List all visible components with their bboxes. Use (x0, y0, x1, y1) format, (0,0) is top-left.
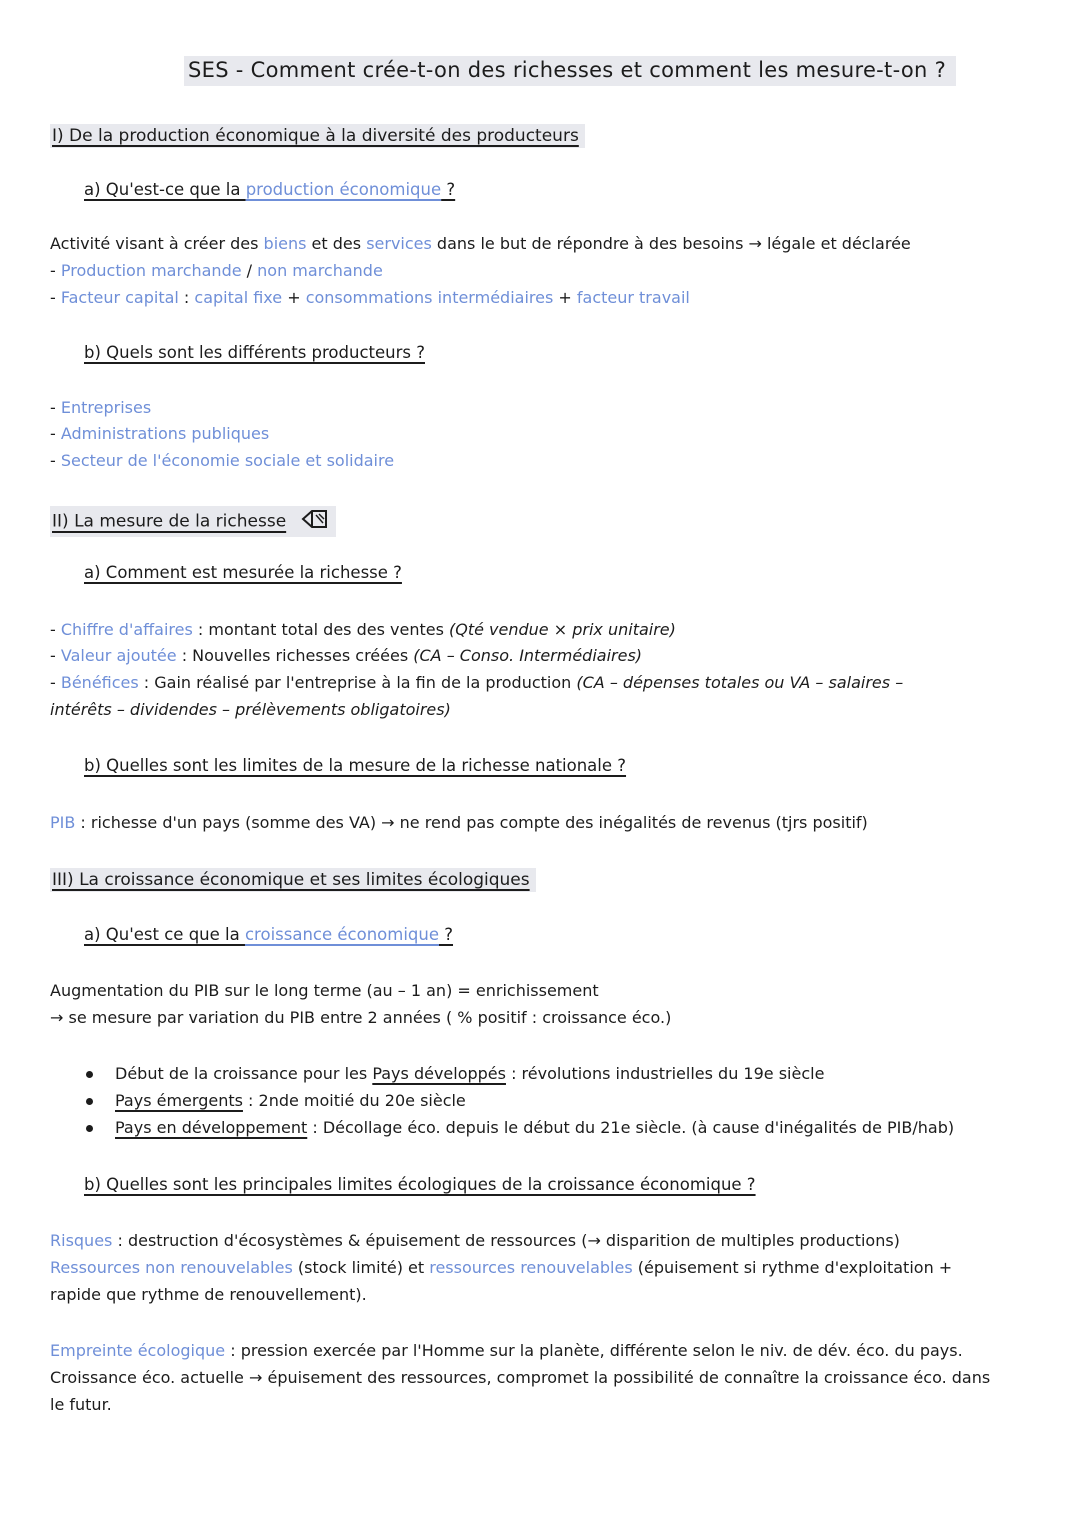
list-item (50, 261, 383, 280)
formula: (CA – Conso. Intermédiaires) (413, 646, 643, 665)
growth-definition: Augmentation du PIB sur le long terme (au – 1 an) = enrichissement (50, 981, 599, 1000)
keyword: Production marchande (60, 261, 242, 280)
dash: - (50, 288, 61, 307)
text: : montant total des des ventes (192, 620, 450, 639)
dash: - (50, 398, 61, 417)
dash: - (50, 620, 61, 639)
bullet-icon (86, 1098, 93, 1105)
keyword: Bénéfices (60, 673, 139, 692)
text: : Gain réalisé par l'entreprise à la fin de la production (138, 673, 577, 692)
text: / (241, 261, 258, 280)
dash: - (50, 451, 61, 470)
text: : destruction d'écosystèmes & épuisement de ressources (→ disparition de multiples productions) (112, 1231, 900, 1250)
text: + (282, 288, 306, 307)
keyword: consommations intermédiaires (305, 288, 554, 307)
section-3-heading: III) La croissance économique et ses limites écologiques (50, 868, 536, 892)
text: : 2nde moitié du 20e siècle (242, 1091, 466, 1110)
keyword: services (366, 234, 432, 253)
text: : (178, 288, 195, 307)
keyword: Secteur de l'économie sociale et solidaire (60, 451, 395, 470)
keyword: ressources renouvelables (429, 1258, 633, 1277)
keyword: Chiffre d'affaires (60, 620, 193, 639)
heading-text: II) La mesure de la richesse (52, 511, 287, 532)
section-2a-question: a) Comment est mesurée la richesse ? (84, 563, 402, 582)
keyword: Entreprises (60, 398, 152, 417)
section-3b-question: b) Quelles sont les principales limites écologiques de la croissance économique ? (84, 1175, 756, 1194)
keyword: PIB (50, 813, 76, 832)
bullet-item (86, 1091, 466, 1110)
section-3a-question (84, 925, 453, 944)
underlined-term: Pays émergents (115, 1091, 243, 1110)
list-item (50, 646, 642, 665)
dash: - (50, 673, 61, 692)
text: (stock limité) et (292, 1258, 430, 1277)
current-growth-line: Croissance éco. actuelle → épuisement des ressources, compromet la possibilité de connaître la croissance éco. dans (50, 1368, 991, 1387)
text: : Nouvelles richesses créées (176, 646, 414, 665)
current-growth-line-continued: le futur. (50, 1395, 112, 1414)
keyword: Risques (50, 1231, 113, 1250)
keyword: Empreinte écologique (50, 1341, 226, 1360)
dash: - (50, 261, 61, 280)
resources-line-continued: rapide que rythme de renouvellement). (50, 1285, 367, 1304)
list-item (50, 451, 394, 470)
keyword: Valeur ajoutée (60, 646, 177, 665)
pencil-icon (300, 508, 330, 535)
underlined-term: Pays en développement (115, 1118, 308, 1137)
definition-line (50, 234, 911, 253)
section-1b-question: b) Quels sont les différents producteurs ? (84, 343, 425, 362)
keyword: capital fixe (194, 288, 283, 307)
bullet-icon (86, 1071, 93, 1078)
text: : révolutions industrielles du 19e siècle (505, 1064, 825, 1083)
text: : pression exercée par l'Homme sur la planète, différente selon le niv. de dév. éco. du pays. (225, 1341, 963, 1360)
resources-line (50, 1258, 952, 1277)
footprint-line (50, 1341, 963, 1360)
list-item (50, 424, 269, 443)
keyword: non marchande (257, 261, 383, 280)
text: : richesse d'un pays (somme des VA) → ne rend pas compte des inégalités de revenus (tjrs positif) (75, 813, 868, 832)
bullet-item (86, 1064, 824, 1083)
formula-continued: intérêts – dividendes – prélèvements obligatoires) (50, 700, 451, 719)
text: dans le but de répondre à des besoins → légale et déclarée (431, 234, 911, 253)
text: (épuisement si rythme d'exploitation + (632, 1258, 953, 1277)
question-end: ? (441, 180, 456, 199)
keyword: production économique (245, 180, 442, 199)
keyword: croissance économique (244, 925, 439, 944)
text: et des (306, 234, 367, 253)
keyword: Facteur capital (60, 288, 179, 307)
question-text: a) Qu'est-ce que la (84, 180, 246, 199)
list-item (50, 620, 676, 639)
keyword: Ressources non renouvelables (50, 1258, 293, 1277)
section-2-heading (50, 506, 336, 537)
list-item (50, 673, 903, 692)
bullet-item (86, 1118, 954, 1137)
keyword: biens (263, 234, 307, 253)
pib-definition (50, 813, 868, 832)
text: : Décollage éco. depuis le début du 21e siècle. (à cause d'inégalités de PIB/hab) (307, 1118, 955, 1137)
list-item (50, 398, 151, 417)
dash: - (50, 646, 61, 665)
growth-measure: → se mesure par variation du PIB entre 2 années ( % positif : croissance éco.) (50, 1008, 672, 1027)
formula: (CA – dépenses totales ou VA – salaires – (576, 673, 904, 692)
section-1a-question (84, 180, 455, 199)
question-text: a) Qu'est ce que la (84, 925, 245, 944)
formula: (Qté vendue × prix unitaire) (449, 620, 676, 639)
section-1-heading: I) De la production économique à la diversité des producteurs (50, 124, 585, 148)
section-2b-question: b) Quelles sont les limites de la mesure de la richesse nationale ? (84, 756, 627, 775)
page-title: SES - Comment crée-t-on des richesses et comment les mesure-t-on ? (184, 56, 956, 86)
text: Début de la croissance pour les (115, 1064, 373, 1083)
risks-line (50, 1231, 900, 1250)
keyword: facteur travail (576, 288, 690, 307)
underlined-term: Pays développés (372, 1064, 506, 1083)
keyword: Administrations publiques (60, 424, 270, 443)
list-item (50, 288, 690, 307)
bullet-icon (86, 1125, 93, 1132)
text: Activité visant à créer des (50, 234, 264, 253)
question-end: ? (439, 925, 454, 944)
text: + (553, 288, 577, 307)
dash: - (50, 424, 61, 443)
